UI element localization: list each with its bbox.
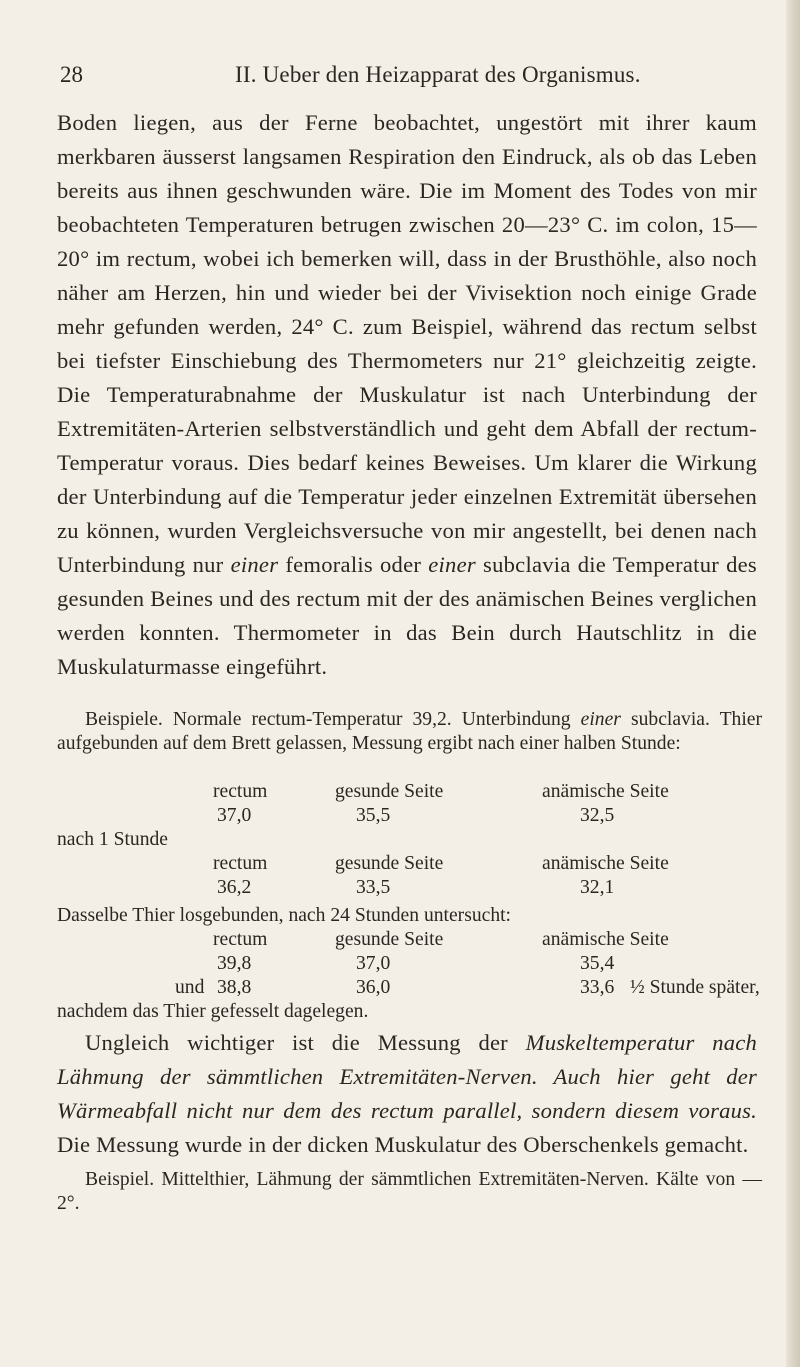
table-header-rectum: rectum	[213, 853, 268, 874]
table-cell: 32,5	[580, 805, 615, 826]
table-cell: 33,6	[580, 977, 615, 998]
page-header	[60, 62, 732, 96]
table-header-healthy: gesunde Seite	[335, 929, 444, 950]
table-closing: nachdem das Thier gefesselt dagelegen.	[57, 1001, 369, 1022]
example-intro: Beispiele. Normale rectum-Temperatur 39,2. Unterbindung einer subclavia. Thier aufgebunden auf dem Brett gelassen, Messung ergibt nach einer halben Stunde:	[57, 709, 762, 754]
paragraph-text: subclavia die Temperatur des gesunden Beines und des rectum mit der des anämischen Beines verglichen werden konnten. Thermometer in das Bein durch Hautschlitz in die Muskulaturmasse eingeführt.	[57, 552, 757, 679]
emphasis-einer: einer	[580, 709, 621, 730]
running-title: II. Ueber den Heizapparat des Organismus.	[235, 62, 641, 87]
table-header-anemic: anämische Seite	[542, 781, 669, 802]
table-row-label: nach 1 Stunde	[57, 829, 169, 850]
table-header-anemic: anämische Seite	[542, 853, 669, 874]
table-header-anemic: anämische Seite	[542, 929, 669, 950]
emphasis-einer: einer	[230, 552, 279, 577]
emphasis-text: Muskeltemperatur nach Lähmung der sämmtlichen Extremitäten-Nerven. Auch hier geht der Wärmeabfall nicht nur dem des rectum parallel, sondern diesem voraus.	[57, 1030, 757, 1123]
page-number: 28	[60, 62, 83, 87]
table-cell: 36,2	[217, 877, 252, 898]
table-cell: 38,8	[217, 977, 252, 998]
paragraph-main	[57, 106, 757, 684]
table-header-healthy: gesunde Seite	[335, 853, 444, 874]
table-cell: 39,8	[217, 953, 252, 974]
table-cell: 37,0	[217, 805, 252, 826]
table-note: ½ Stunde später,	[630, 977, 760, 998]
table-header-rectum: rectum	[213, 929, 268, 950]
page-edge-shadow	[786, 0, 800, 1367]
table-note: Dasselbe Thier losgebunden, nach 24 Stunden untersucht:	[57, 905, 512, 926]
table-header-rectum: rectum	[213, 781, 268, 802]
table-cell: 33,5	[356, 877, 391, 898]
table-row-prefix: und	[175, 977, 205, 998]
paragraph-text: femoralis oder	[285, 552, 422, 577]
table-cell: 35,5	[356, 805, 391, 826]
table-cell: 32,1	[580, 877, 615, 898]
paragraph-muscle: Ungleich wichtiger ist die Messung der Muskeltemperatur nach Lähmung der sämmtlichen Extremitäten-Nerven. Auch hier geht der Wärmeabfall nicht nur dem des rectum parallel, sondern diesem voraus. Die Messung wurde in der dicken Muskulatur des Oberschenkels gemacht.	[57, 1030, 757, 1157]
emphasis-einer: einer	[428, 552, 476, 577]
paragraph-text: Boden liegen, aus der Ferne beobachtet, ungestört mit ihrer kaum merkbaren äusserst langsamen Respiration den Eindruck, als ob das Leben bereits aus ihnen geschwunden wäre. Die im Moment des Todes von mir beobachteten Temperaturen betrugen zwischen 20—23° C. im colon, 15—20° im rectum, wobei ich bemerken will, dass in der Brusthöhle, also noch näher am Herzen, hin und wieder bei der Vivisektion noch einige Grade mehr gefunden werden, 24° C. zum Beispiel, während das rectum selbst bei tiefster Einschiebung des Thermometers nur 21° gleichzeitig zeigte. Die Temperaturabnahme der Muskulatur ist nach Unterbindung der Extremitäten-Arterien selbstverständlich und geht dem Abfall der rectum-Temperatur voraus. Dies bedarf keines Beweises. Um klarer die Wirkung der Unterbindung auf die Temperatur jeder einzelnen Extremität übersehen zu können, wurden Vergleichsversuche von mir angestellt, bei denen nach Unterbindung nur	[57, 110, 757, 577]
table-header-healthy: gesunde Seite	[335, 781, 444, 802]
table-cell: 36,0	[356, 977, 391, 998]
table-cell: 37,0	[356, 953, 391, 974]
table-cell: 35,4	[580, 953, 615, 974]
example-2: Beispiel. Mittelthier, Lähmung der sämmtlichen Extremitäten-Nerven. Kälte von —2°.	[57, 1169, 762, 1214]
